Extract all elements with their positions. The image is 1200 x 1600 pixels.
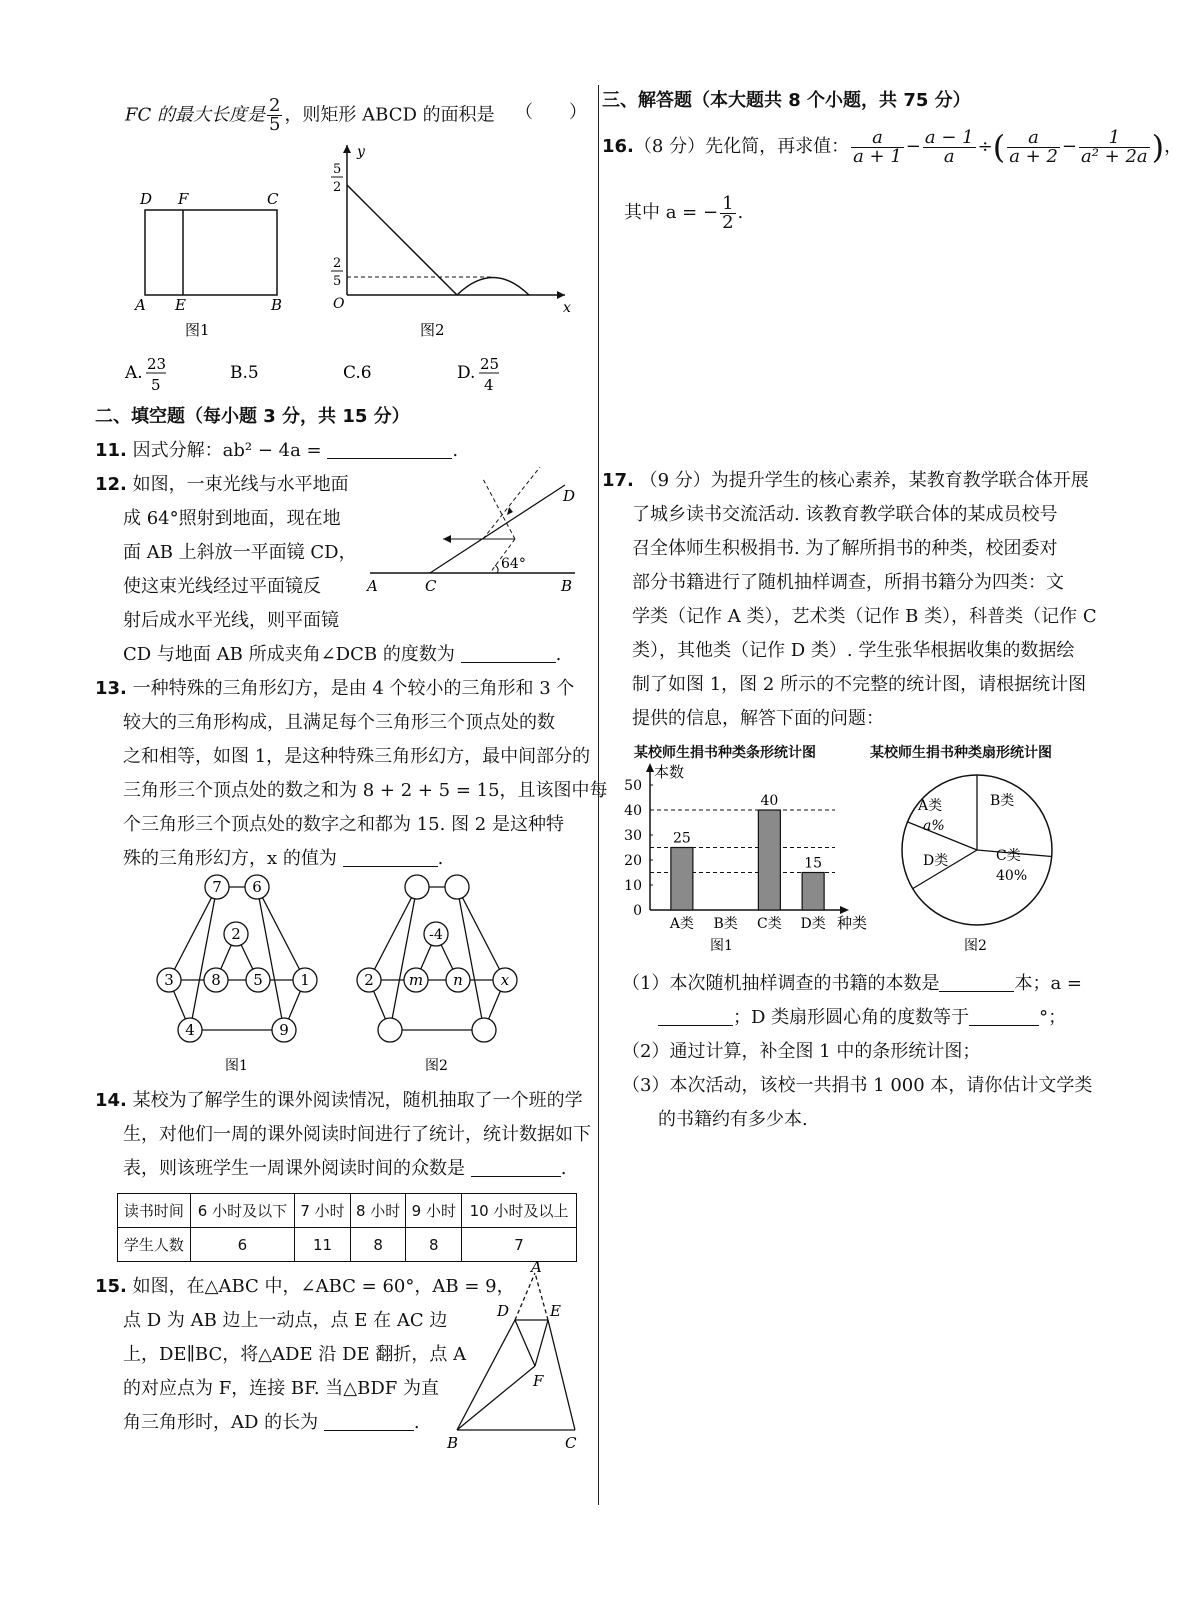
svg-text:8: 8 [211,971,221,989]
q17-line-6: 类），其他类（记作 D 类）. 学生张华根据收集的数据绘 [632,640,1075,661]
table-row [118,1228,577,1262]
svg-text:2: 2 [231,925,241,943]
bar-data-label: 15 [804,855,823,872]
table-header-row [118,1194,577,1228]
q17-sub1-line-1: （1）本次随机抽样调查的书籍的本数是 本；a = [622,973,1082,994]
q14-line-1: 14. 某校为了解学生的课外阅读情况，随机抽取了一个班的学 [95,1090,583,1111]
label-C: C [267,190,279,208]
y-tick-label: 40 [624,803,642,819]
q16-frac-4: $\frac{1}{\text{a² + 2a}}$ [1081,126,1148,167]
angle-label: 64° [501,556,526,572]
axis-x-label: x [563,300,571,316]
q17-line-2: 了城乡读书交流活动. 该教育教学联合体的某成员校号 [632,504,1058,525]
pie-chart-title: 某校师生捐书种类扇形统计图 [870,745,1052,761]
q15-line-5: 角三角形时，AD 的长为 . [123,1412,420,1433]
svg-text:B.5: B.5 [230,363,259,383]
table-cell: 读书时间 [118,1194,191,1228]
svg-text:7: 7 [212,878,222,896]
svg-text:E: E [550,1302,561,1320]
q12-figure [365,465,590,600]
q13-line-4: 三角形三个顶点处的数之和为 8 + 2 + 5 = 15，且该图中每 [123,780,608,801]
svg-text:2: 2 [333,256,342,271]
svg-text:1: 1 [300,971,310,989]
bar-data-label: 25 [672,830,691,847]
svg-text:23: 23 [147,355,167,373]
q15-line-2: 点 D 为 AB 边上一动点，点 E 在 AC 边 [123,1310,448,1331]
svg-text:C.6: C.6 [343,363,372,383]
q16-line-1: 16.（8 分）先化简，再求值： $\frac{a}{a + 1}$ − $\frac{a - 1}{a}$ ÷( $\frac{a}{a + 2}$ − $\frac{1}{\text{a² + 2a}}$ )， [602,126,1183,167]
q15-line-1: 15. 如图，在△ABC 中，∠ABC = 60°，AB = 9， [95,1276,515,1297]
table-cell: 8 小时 [350,1194,406,1228]
pie-slice-label: D类 [923,853,949,869]
svg-text:图1: 图1 [225,1058,248,1074]
y-tick-label: 20 [624,853,642,869]
svg-text:n: n [453,971,463,989]
q12-line-5: 射后成水平光线，则平面镜 [123,610,339,631]
q13-line-6: 殊的三角形幻方，x 的值为 . [123,848,444,869]
q16-frac-2: $\frac{a - 1}{a}$ [924,126,974,167]
q12-line-6: CD 与地面 AB 所成夹角∠DCB 的度数为 . [123,644,562,665]
q11-answer-blank[interactable] [327,440,452,459]
y-tick-label: 10 [624,878,642,894]
svg-text:3: 3 [164,971,174,989]
q17-sub1-line-2: ；D 类扇形圆心角的度数等于 °； [658,1004,1066,1032]
q16-frac-3: $\frac{a}{a + 2}$ [1009,126,1058,167]
label-B: B [271,296,283,314]
q13-line-2: 较大的三角形构成，且满足每个三角形三个顶点处的数 [123,712,555,733]
x-tick-label: A类 [669,916,694,932]
q15-line-4: 的对应点为 F，连接 BF. 当△BDF 为直 [123,1378,440,1399]
label-F: F [178,190,189,208]
svg-text:4: 4 [185,1021,195,1039]
x-tick-label: D类 [800,916,826,932]
q12-line-4: 使这束光线经过平面镜反 [123,576,321,597]
bar-chart-title: 某校师生捐书种类条形统计图 [634,745,816,761]
q13-line-1: 13. 一种特殊的三角形幻方，是由 4 个较小的三角形和 3 个 [95,678,575,699]
pie-chart [892,765,1092,955]
table-cell: 11 [295,1228,351,1262]
q13-answer-blank[interactable] [343,848,438,867]
svg-text:C: C [565,1434,577,1452]
q17-line-5: 学类（记作 A 类），艺术类（记作 B 类），科普类（记作 C [632,606,1097,627]
svg-text:-4: -4 [429,927,443,943]
axis-y-label: y [357,144,365,160]
table-cell: 8 [406,1228,462,1262]
svg-text:5: 5 [333,274,342,289]
origin-label: O [333,296,345,312]
pie-slice-value: a% [923,818,945,834]
q14-reading-table [117,1193,577,1262]
x-axis-label: 种类 [837,914,868,932]
q12-line-2: 成 64°照射到地面，现在地 [123,508,341,529]
table-cell: 10 小时及以上 [462,1194,577,1228]
fig2-caption: 图2 [420,321,445,339]
q10-fraction: $\frac{2}{5}$ [268,95,281,135]
q16-value-frac: $\frac{1}{2}$ [722,192,734,233]
q17-line-8: 提供的信息，解答下面的问题： [632,708,884,729]
q10-options [124,355,499,394]
right-column [602,85,1183,1525]
q10-stem [125,97,495,134]
section-3-heading: 三、解答题（本大题共 8 个小题，共 75 分） [602,90,971,111]
svg-text:5: 5 [253,971,263,989]
label-D: D [140,190,153,208]
svg-text:图2: 图2 [425,1058,448,1074]
section-2-heading: 二、填空题（每小题 3 分，共 15 分） [95,406,410,427]
q17-sub3-line-1: （3）本次活动，该校一共捐书 1 000 本，请你估计文学类 [622,1075,1093,1096]
pie-slice-label: C类 [996,848,1021,864]
table-cell: 8 [350,1228,406,1262]
svg-text:F: F [533,1372,544,1390]
q10-answer-paren: （ ） [515,102,587,123]
q17-line-7: 制了如图 1，图 2 所示的不完整的统计图，请根据统计图 [632,674,1087,695]
svg-text:D: D [497,1302,510,1320]
pie-slice-label: B类 [990,793,1015,809]
label-E: E [175,296,186,314]
pie-slice-label: A类 [918,798,943,814]
x-tick-label: C类 [757,916,782,932]
label-A: A [135,296,146,314]
svg-text:D.: D. [457,363,476,383]
q11-text: 因式分解：ab² − 4a = [132,440,322,461]
y-axis-label: 本数 [654,763,685,781]
bar-chart-caption: 图1 [710,938,733,954]
q17-angle-blank[interactable] [969,1007,1039,1026]
q16-line-2: 其中 a = − $\frac{1}{2}$ . [624,192,744,233]
svg-text:5: 5 [333,162,342,177]
bar-data-label: 40 [760,793,779,809]
svg-text:9: 9 [279,1021,289,1039]
q13-figures [145,875,585,1080]
svg-text:2: 2 [364,971,374,989]
q15-line-3: 上，DE∥BC，将△ADE 沿 DE 翻折，点 A [123,1344,467,1365]
magic-triangle-fig2 [357,875,517,1074]
svg-text:A: A [367,577,378,595]
magic-triangle-fig1 [157,875,317,1074]
q14-answer-blank[interactable] [471,1158,561,1177]
q17-sub3-line-2: 的书籍约有多少本. [658,1109,808,1130]
table-cell: 7 小时 [295,1194,351,1228]
svg-text:B: B [447,1434,459,1452]
table-cell: 6 小时及以下 [190,1194,294,1228]
svg-text:5: 5 [151,376,161,394]
q15-figure [445,1258,590,1455]
q14-line-3: 表，则该班学生一周课外阅读时间的众数是 . [123,1158,567,1179]
svg-text:C: C [425,577,437,595]
svg-text:A: A [531,1258,542,1276]
q10-fig2-graph [331,144,571,339]
q17-a-blank[interactable] [658,1007,733,1026]
svg-text:m: m [408,971,424,989]
q13-line-3: 之和相等，如图 1，是这种特殊三角形幻方，最中间部分的 [123,746,591,767]
y-tick-label: 50 [624,778,642,794]
q10-text-b: ，则矩形 ABCD 的面积是 [284,104,495,126]
q17-line-4: 部分书籍进行了随机抽样调查，所捐书籍分为四类：文 [632,572,1064,593]
pie-chart-caption: 图2 [964,938,987,954]
q11: 11. 因式分解：ab² − 4a = . [95,440,459,461]
table-cell: 9 小时 [406,1194,462,1228]
q10-figures [95,140,590,400]
table-cell: 学生人数 [118,1228,191,1262]
svg-text:x: x [500,971,510,989]
bar-chart [612,763,868,955]
q13-line-5: 个三角形三个顶点处的数字之和都为 15. 图 2 是这种特 [123,814,564,835]
q10-text-a: FC 的最大长度是 [125,104,265,126]
pie-slice-value: 40% [996,868,1028,884]
svg-text:A.: A. [125,363,143,383]
x-tick-label: B类 [713,916,738,932]
table-cell: 6 [190,1228,294,1262]
q17-line-3: 召全体师生积极捐书. 为了解所捐书的种类，校团委对 [632,538,1058,559]
bar [671,848,693,911]
q17-count-blank[interactable] [939,973,1014,992]
q17-line-1: 17. （9 分）为提升学生的核心素养，某教育教学联合体开展 [602,470,1089,491]
svg-text:D: D [563,487,576,505]
y-axis-arrow [646,763,654,772]
table-cell: 7 [462,1228,577,1262]
q10-fig1-rectangle [133,190,282,339]
bar [802,873,824,911]
q17-sub2: （2）通过计算，补全图 1 中的条形统计图； [622,1041,981,1062]
svg-text:B: B [561,577,573,595]
q12-line-1: 12. 如图，一束光线与水平地面 [95,474,349,495]
q12-line-3: 面 AB 上斜放一平面镜 CD， [123,542,357,563]
q14-line-2: 生，对他们一周的课外阅读时间进行了统计，统计数据如下 [123,1124,591,1145]
q16-frac-1: $\frac{a}{a + 1}$ [853,126,902,167]
svg-text:25: 25 [480,355,500,373]
left-column [95,85,608,1525]
svg-text:2: 2 [333,180,342,195]
x-axis-arrow [840,906,849,914]
y-tick-label: 0 [633,903,642,919]
q12-answer-blank[interactable] [461,644,556,663]
bar [758,810,780,910]
svg-text:6: 6 [252,878,262,896]
fig1-caption: 图1 [185,321,210,339]
q15-answer-blank[interactable] [324,1412,414,1431]
svg-text:4: 4 [484,376,494,394]
y-tick-label: 30 [624,828,642,844]
